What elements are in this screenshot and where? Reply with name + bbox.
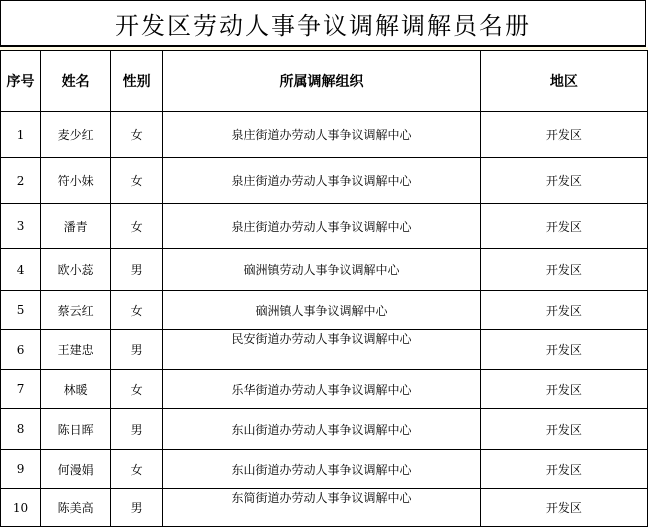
column-header-no: 序号 (1, 51, 41, 112)
cell-no: 2 (1, 158, 41, 204)
cell-area: 开发区 (480, 450, 647, 489)
table-row (1, 409, 648, 450)
cell-gender: 男 (111, 409, 163, 450)
cell-no: 7 (1, 370, 41, 409)
cell-area: 开发区 (480, 112, 647, 158)
page-title: 开发区劳动人事争议调解调解员名册 (0, 0, 646, 47)
cell-gender: 女 (111, 370, 163, 409)
cell-org: 东简街道办劳动人事争议调解中心 (163, 489, 480, 527)
cell-org: 东山街道办劳动人事争议调解中心 (163, 409, 480, 450)
cell-gender: 男 (111, 489, 163, 527)
cell-org: 硇洲镇人事争议调解中心 (163, 291, 480, 330)
cell-name: 符小妹 (41, 158, 111, 204)
cell-no: 4 (1, 249, 41, 291)
cell-name: 陈美高 (41, 489, 111, 527)
table-row (1, 450, 648, 489)
cell-area: 开发区 (480, 291, 647, 330)
cell-area: 开发区 (480, 370, 647, 409)
cell-area: 开发区 (480, 204, 647, 249)
cell-name: 潘青 (41, 204, 111, 249)
cell-gender: 男 (111, 249, 163, 291)
cell-name: 何漫娟 (41, 450, 111, 489)
cell-no: 8 (1, 409, 41, 450)
cell-gender: 女 (111, 450, 163, 489)
cell-gender: 女 (111, 112, 163, 158)
table-row (1, 489, 648, 527)
cell-no: 3 (1, 204, 41, 249)
table-header-row (1, 51, 648, 112)
cell-gender: 男 (111, 330, 163, 370)
cell-gender: 女 (111, 158, 163, 204)
cell-no: 1 (1, 112, 41, 158)
cell-area: 开发区 (480, 158, 647, 204)
cell-org: 民安街道办劳动人事争议调解中心 (163, 330, 480, 370)
cell-name: 王建忠 (41, 330, 111, 370)
cell-name: 麦少红 (41, 112, 111, 158)
mediator-roster-table (0, 50, 648, 527)
table-row (1, 330, 648, 370)
cell-name: 欧小蕊 (41, 249, 111, 291)
table-row (1, 204, 648, 249)
cell-area: 开发区 (480, 409, 647, 450)
cell-org: 硇洲镇劳动人事争议调解中心 (163, 249, 480, 291)
cell-area: 开发区 (480, 249, 647, 291)
cell-org: 泉庄街道办劳动人事争议调解中心 (163, 112, 480, 158)
cell-org: 泉庄街道办劳动人事争议调解中心 (163, 204, 480, 249)
cell-area: 开发区 (480, 489, 647, 527)
table-row (1, 158, 648, 204)
column-header-name: 姓名 (41, 51, 111, 112)
cell-no: 10 (1, 489, 41, 527)
cell-org: 泉庄街道办劳动人事争议调解中心 (163, 158, 480, 204)
cell-name: 蔡云红 (41, 291, 111, 330)
cell-no: 9 (1, 450, 41, 489)
table-row (1, 112, 648, 158)
cell-org: 乐华街道办劳动人事争议调解中心 (163, 370, 480, 409)
cell-no: 6 (1, 330, 41, 370)
cell-name: 陈日晖 (41, 409, 111, 450)
column-header-area: 地区 (480, 51, 647, 112)
table-row (1, 370, 648, 409)
column-header-gender: 性别 (111, 51, 163, 112)
table-row (1, 249, 648, 291)
column-header-org: 所属调解组织 (163, 51, 480, 112)
cell-org: 东山街道办劳动人事争议调解中心 (163, 450, 480, 489)
table-row (1, 291, 648, 330)
cell-area: 开发区 (480, 330, 647, 370)
cell-gender: 女 (111, 204, 163, 249)
cell-no: 5 (1, 291, 41, 330)
cell-gender: 女 (111, 291, 163, 330)
cell-name: 林暖 (41, 370, 111, 409)
